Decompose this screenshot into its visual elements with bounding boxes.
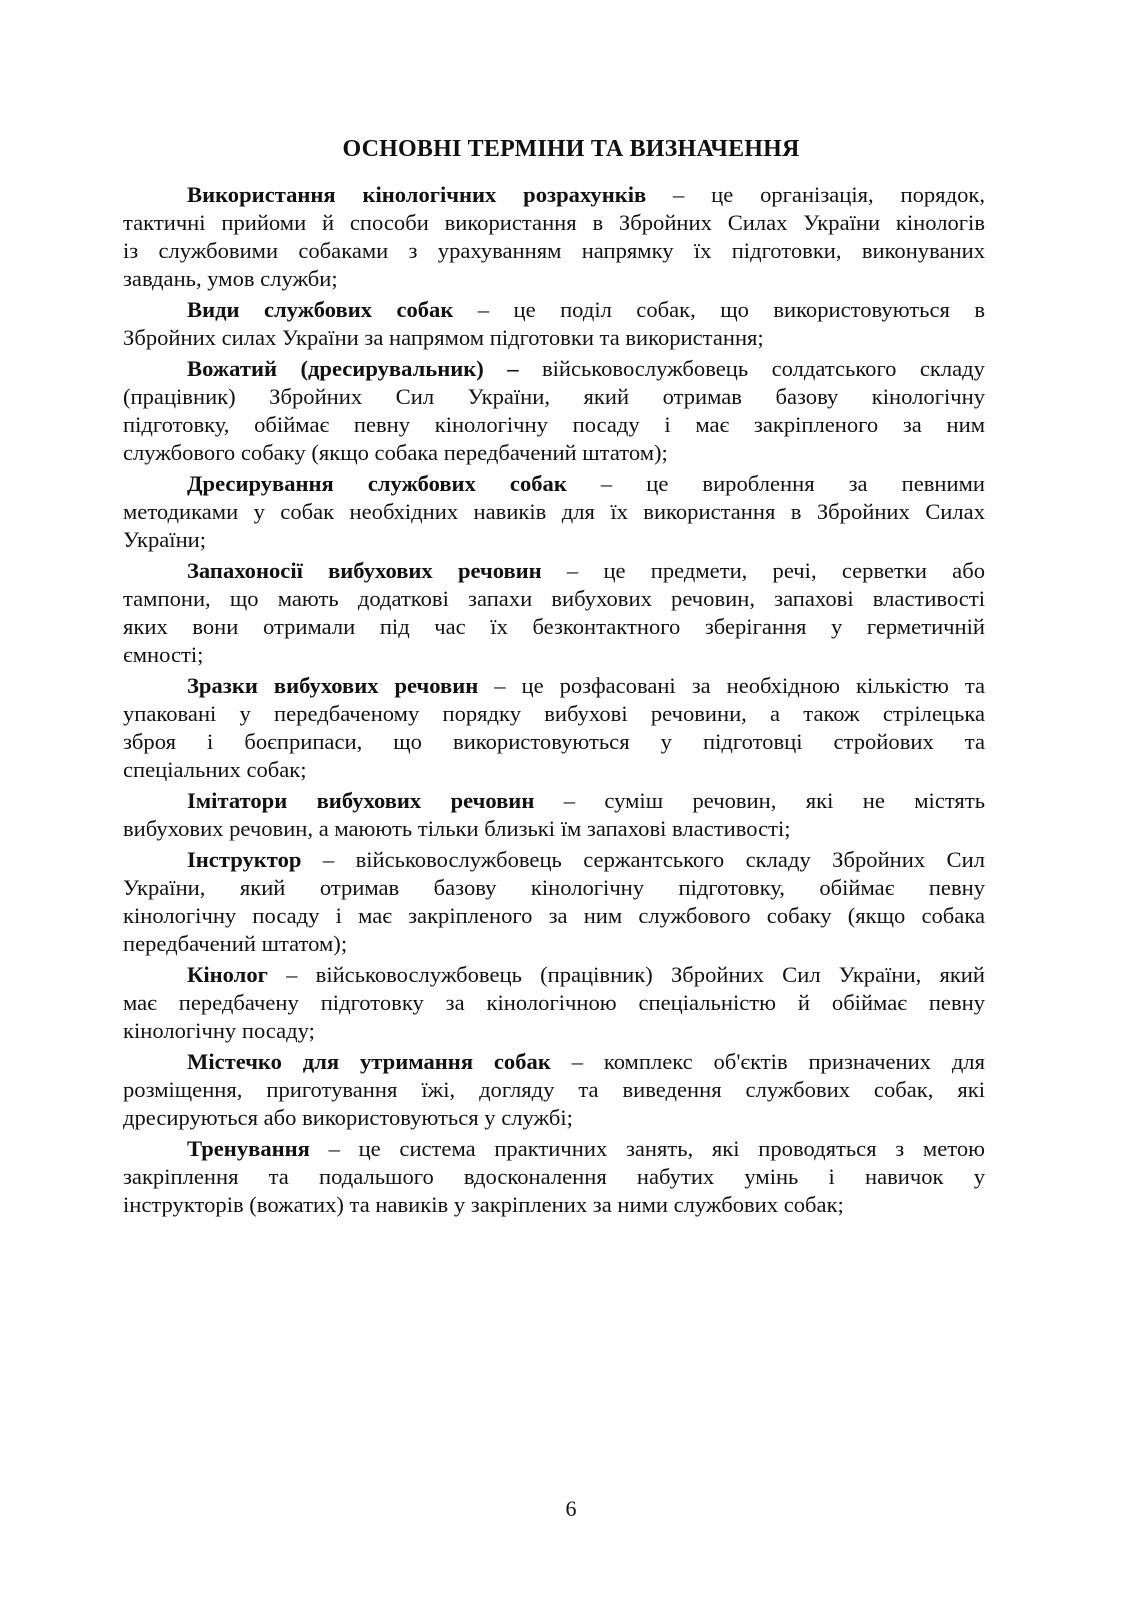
definition-text: спеціальних собак; — [123, 757, 307, 782]
definition-text: Збройних силах України за напрямом підготовки та використання; — [123, 325, 764, 350]
definition-text: тампони, що мають додаткові запахи вибухових речовин, запахові властивості — [123, 586, 985, 611]
definition-item — [123, 181, 985, 293]
definition-text: зброя і боєприпаси, що використовуються у підготовці стройових та — [123, 729, 985, 754]
definition-text: підготовку, обіймає певну кінологічну посаду і має закріпленого за ним — [123, 412, 985, 437]
definition-text: – це система практичних занять, які проводяться з метою — [309, 1136, 985, 1161]
page-title: ОСНОВНІ ТЕРМІНИ ТА ВИЗНАЧЕННЯ — [342, 136, 800, 162]
definition-text: України, який отримав базову кінологічну підготовку, обіймає певну — [123, 875, 985, 900]
definition-text: – військовослужбовець сержантського складу Збройних Сил — [301, 847, 985, 872]
definition-text: кінологічну посаду; — [123, 1018, 315, 1043]
definition-text: інструкторів (вожатих) та навиків у закріплених за ними службових собак; — [123, 1192, 844, 1217]
definition-item — [123, 787, 985, 843]
definition-term: Використання кінологічних розрахунків — [187, 182, 647, 207]
definition-text: – це поділ собак, що використовуються в — [453, 297, 985, 322]
definition-text: із службовими собаками з урахуванням напрямку їх підготовки, виконуваних — [123, 238, 985, 263]
definition-text: військовослужбовець солдатського складу — [518, 356, 985, 381]
definition-text: має передбачену підготовку за кінологічною спеціальністю й обіймає певну — [123, 990, 985, 1015]
definition-term: Імітатори вибухових речовин — [187, 788, 535, 813]
definition-text: дресируються або використовуються у службі; — [123, 1105, 573, 1130]
definition-text: – це розфасовані за необхідною кількістю та — [478, 673, 985, 698]
definition-text: України; — [123, 527, 207, 552]
definition-term: Дресирування службових собак — [187, 471, 567, 496]
definition-text: завдань, умов служби; — [123, 266, 338, 291]
definition-item — [123, 672, 985, 784]
definition-item — [123, 1048, 985, 1132]
definition-item — [123, 1135, 985, 1219]
definition-text: яких вони отримали під час їх безконтактного зберігання у герметичній — [123, 614, 985, 639]
page-number: 6 — [565, 1496, 577, 1521]
definition-term: Зразки вибухових речовин — [187, 673, 479, 698]
definition-term: Кінолог — [187, 962, 268, 987]
definition-item — [123, 355, 985, 467]
definition-text: закріплення та подальшого вдосконалення набутих умінь і навичок у — [123, 1164, 985, 1189]
definition-text: – це предмети, речі, серветки або — [541, 558, 985, 583]
definition-term: Тренування — [187, 1136, 310, 1161]
definition-term: Вожатий (дресирувальник) – — [187, 356, 519, 381]
definition-text: – суміш речовин, які не містять — [534, 788, 985, 813]
definition-item — [123, 846, 985, 958]
definition-text: – комплекс об'єктів призначених для — [550, 1049, 985, 1074]
definition-text: методиками у собак необхідних навиків для їх використання в Збройних Силах — [123, 499, 985, 524]
definition-text: – це вироблення за певними — [566, 471, 985, 496]
definition-term: Інструктор — [187, 847, 302, 872]
definition-term: Види службових собак — [187, 297, 454, 322]
definition-text: – це організація, порядок, — [646, 182, 985, 207]
definition-text: упаковані у передбаченому порядку вибухові речовини, а також стрілецька — [123, 701, 985, 726]
definitions-list — [123, 181, 985, 1222]
definition-text: кінологічну посаду і має закріпленого за ним службового собаку (якщо собака — [123, 903, 985, 928]
definition-item — [123, 296, 985, 352]
definition-text: розміщення, приготування їжі, догляду та виведення службових собак, які — [123, 1077, 985, 1102]
definition-item — [123, 557, 985, 669]
definition-text: ємності; — [123, 642, 204, 667]
definition-text: тактичні прийоми й способи використання в Збройних Силах України кінологів — [123, 210, 985, 235]
definition-text: службового собаку (якщо собака передбачений штатом); — [123, 440, 668, 465]
definition-text: – військовослужбовець (працівник) Збройних Сил України, який — [267, 962, 985, 987]
definition-text: передбачений штатом); — [123, 931, 348, 956]
definition-text: (працівник) Збройних Сил України, який отримав базову кінологічну — [123, 384, 985, 409]
definition-term: Запахоносії вибухових речовин — [187, 558, 542, 583]
definition-term: Містечко для утримання собак — [187, 1049, 551, 1074]
definition-item — [123, 470, 985, 554]
definition-text: вибухових речовин, а маюють тільки близькі їм запахові властивості; — [123, 816, 791, 841]
definition-item — [123, 961, 985, 1045]
